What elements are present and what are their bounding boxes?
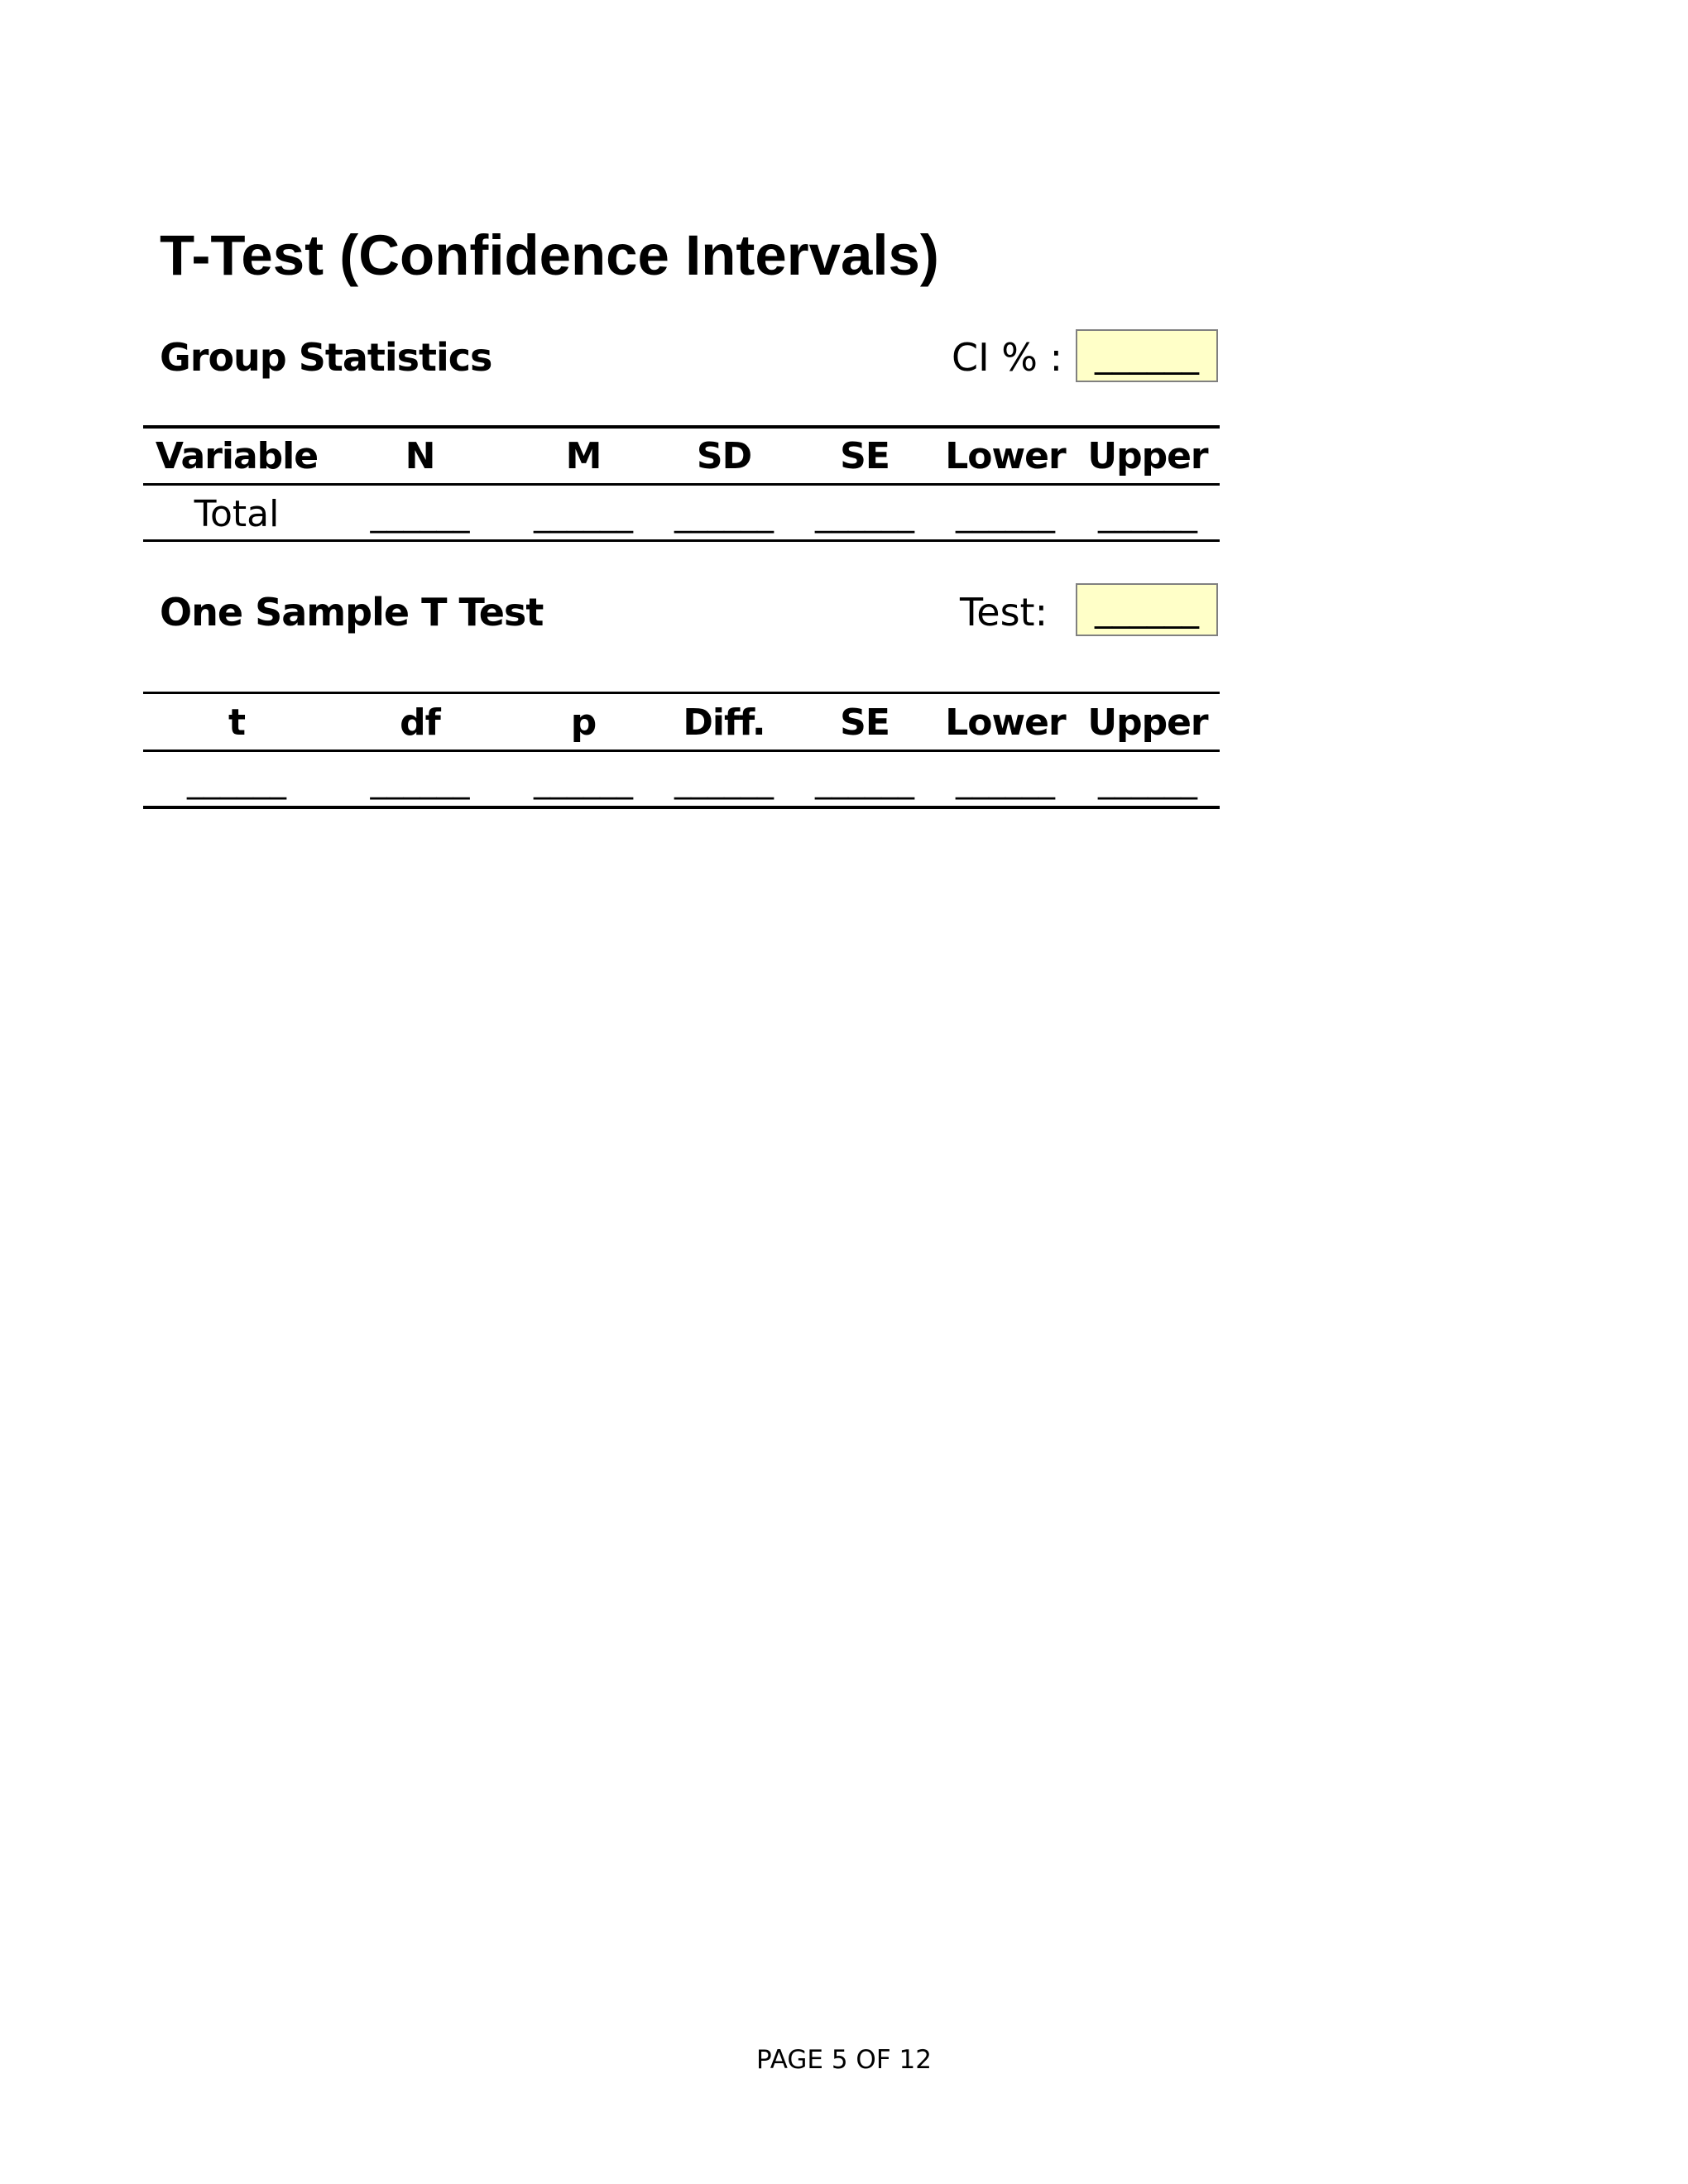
one-sample-col-df: df — [400, 702, 440, 744]
one-sample-col-diff: Diff. — [683, 702, 765, 744]
group-col-se: SE — [840, 435, 890, 477]
group-col-m: M — [565, 435, 602, 477]
group-col-lower: Lower — [945, 435, 1066, 477]
one-sample-row-p: ______ — [534, 762, 633, 800]
group-col-variable: Variable — [155, 435, 319, 477]
ci-percent-label: CI % : — [952, 335, 1063, 380]
group-row-m: ______ — [534, 496, 633, 534]
test-value-input[interactable]: ______ — [1076, 583, 1218, 636]
one-sample-row-diff: ______ — [674, 762, 774, 800]
ci-percent-input[interactable]: ______ — [1076, 329, 1218, 382]
one-sample-col-se: SE — [840, 702, 890, 744]
one-sample-col-p: p — [570, 702, 597, 744]
group-col-upper: Upper — [1087, 435, 1208, 477]
one-sample-row-t: ______ — [187, 762, 286, 800]
group-col-n: N — [405, 435, 435, 477]
one-sample-table-bottom-rule — [143, 806, 1220, 809]
test-value-label: Test: — [960, 590, 1048, 635]
group-table-header-rule — [143, 483, 1220, 486]
page-number: PAGE 5 OF 12 — [756, 2045, 932, 2075]
one-sample-heading: One Sample T Test — [160, 590, 544, 635]
group-row-variable: Total — [194, 493, 280, 535]
one-sample-row-se: ______ — [815, 762, 914, 800]
one-sample-col-t: t — [228, 702, 246, 744]
group-col-sd: SD — [696, 435, 752, 477]
group-row-lower: ______ — [956, 496, 1055, 534]
group-statistics-heading: Group Statistics — [160, 335, 492, 380]
group-row-upper: ______ — [1098, 496, 1197, 534]
page-title: T-Test (Confidence Intervals) — [160, 223, 939, 287]
one-sample-row-df: ______ — [370, 762, 470, 800]
one-sample-row-lower: ______ — [956, 762, 1055, 800]
one-sample-table-top-rule — [143, 692, 1220, 694]
group-row-sd: ______ — [674, 496, 774, 534]
group-row-n: ______ — [370, 496, 470, 534]
one-sample-table-header-rule — [143, 750, 1220, 752]
group-table-top-rule — [143, 425, 1220, 429]
group-table-bottom-rule — [143, 539, 1220, 542]
one-sample-row-upper: ______ — [1098, 762, 1197, 800]
one-sample-col-upper: Upper — [1087, 702, 1208, 744]
one-sample-col-lower: Lower — [945, 702, 1066, 744]
group-row-se: ______ — [815, 496, 914, 534]
